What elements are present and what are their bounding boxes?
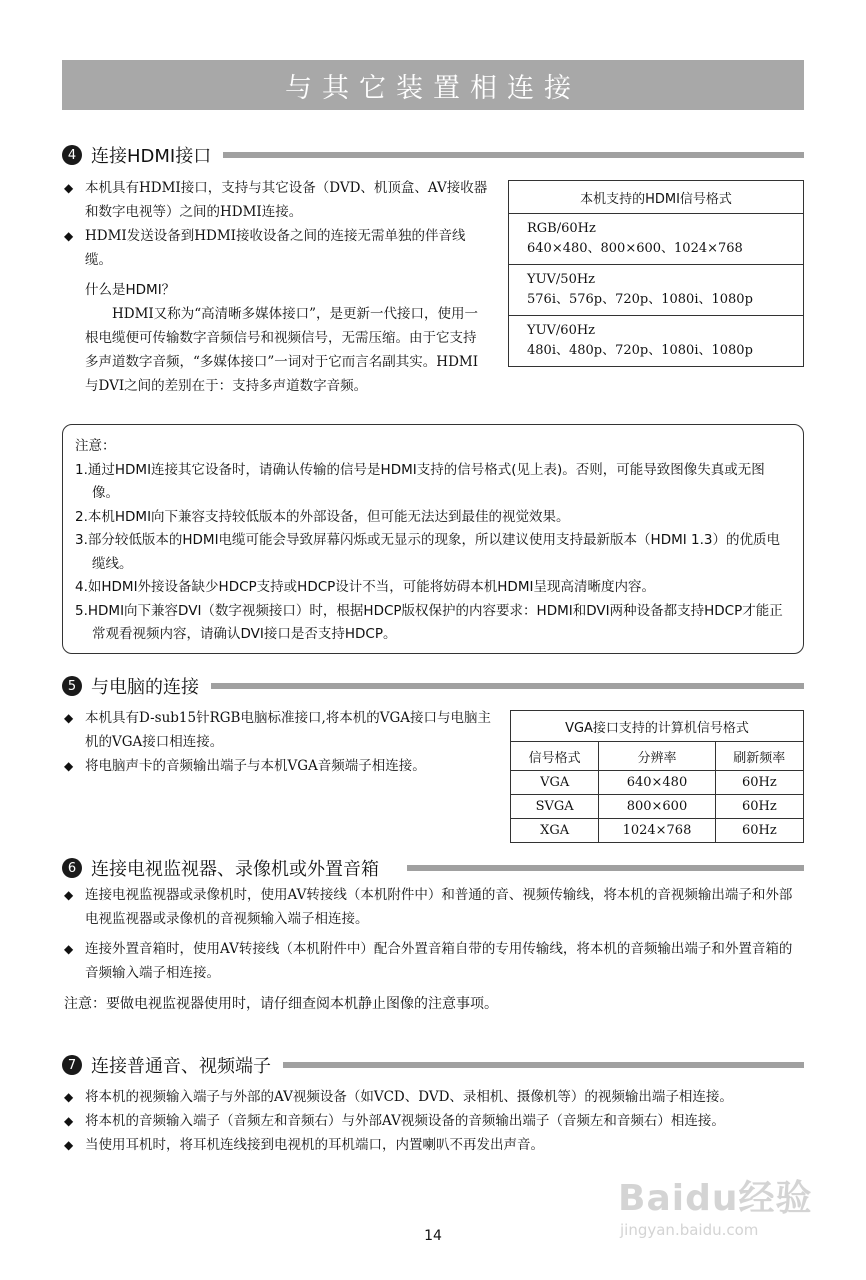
section-number: 4: [62, 145, 82, 165]
table-cell: 800×600: [599, 795, 715, 819]
section-rule: [407, 865, 804, 871]
section-hdmi-heading: [62, 142, 804, 168]
table-cell: 60Hz: [715, 795, 803, 819]
table-cell: 640×480: [599, 771, 715, 795]
table-row: [509, 214, 804, 265]
hdmi-format-table: [508, 180, 804, 367]
list-item: ◆ 本机具有HDMI接口，支持与其它设备（DVD、机顶盒、AV接收器和数字电视等）之间的HDMI连接。: [64, 176, 488, 224]
section-number: 7: [62, 1055, 82, 1075]
section-av-heading: [62, 1052, 804, 1078]
list-item: ◆ 当使用耳机时，将耳机连线接到电视机的耳机端口，内置喇叭不再发出声音。: [64, 1133, 804, 1157]
what-is-hdmi-title: 什么是HDMI？: [85, 282, 176, 298]
note-title: 注意：: [75, 438, 116, 454]
pc-text: [64, 706, 496, 778]
section-title: 与电脑的连接: [91, 677, 199, 698]
column-header: 信号格式: [511, 742, 599, 771]
watermark-logo: Baidu经验: [618, 1178, 813, 1219]
page-banner: 与其它装置相连接: [62, 60, 804, 110]
vga-format-table: [510, 710, 804, 843]
section-number: 6: [62, 858, 82, 878]
table-cell: 480i、480p、720p、1080i、1080p: [527, 343, 753, 358]
tv-text: [64, 883, 804, 985]
hdmi-note-box: [62, 424, 804, 654]
section-rule: [283, 1062, 804, 1068]
section-title: 连接HDMI接口: [91, 146, 212, 167]
section-pc-heading: [62, 673, 804, 699]
note-item: 4.如HDMI外接设备缺少HDCP支持或HDCP设计不当，可能将妨碍本机HDMI呈现高清晰度内容。: [75, 579, 655, 595]
table-cell: 60Hz: [715, 819, 803, 843]
note-item: 1.通过HDMI连接其它设备时，请确认传输的信号是HDMI支持的信号格式(见上表)。否则，可能导致图像失真或无图像。: [75, 461, 765, 501]
section-rule: [223, 152, 804, 158]
table-row: [509, 316, 804, 367]
table-cell: XGA: [511, 819, 599, 843]
table-cell: 60Hz: [715, 771, 803, 795]
table-row: [511, 771, 804, 795]
column-header: 刷新频率: [715, 742, 803, 771]
list-item: ◆ HDMI发送设备到HDMI接收设备之间的连接无需单独的伴音线缆。: [64, 224, 488, 272]
hdmi-text: [64, 176, 488, 398]
table-header-row: [511, 742, 804, 771]
list-item: ◆ 连接外置音箱时，使用AV转接线（本机附件中）配合外置音箱自带的专用传输线，将本机的音频输出端子和外置音箱的音频输入端子相连接。: [64, 937, 804, 985]
list-item: ◆ 将本机的音频输入端子（音频左和音频右）与外部AV视频设备的音频输出端子（音频左和音频右）相连接。: [64, 1109, 804, 1133]
table-cell: 640×480、800×600、1024×768: [527, 241, 743, 256]
table-cell: RGB/60Hz: [527, 221, 596, 236]
what-is-hdmi-text: HDMI又称为“高清晰多媒体接口”，是更新一代接口，使用一根电缆便可传输数字音频信号和视频信号，无需压缩。由于它支持多声道数字音频，“多媒体接口”一词对于它而言名副其实。HDMI与DVI之间的差别在于：支持多声道数字音频。: [85, 306, 479, 394]
table-row: [511, 795, 804, 819]
table-row: [509, 265, 804, 316]
list-item: ◆ 将电脑声卡的音频输出端子与本机VGA音频端子相连接。: [64, 754, 496, 778]
tv-monitor-note: 注意：要做电视监视器使用时，请仔细查阅本机静止图像的注意事项。: [64, 996, 498, 1012]
list-item: ◆ 将本机的视频输入端子与外部的AV视频设备（如VCD、DVD、录相机、摄像机等）的视频输出端子相连接。: [64, 1085, 804, 1109]
table-cell: YUV/60Hz: [527, 323, 596, 338]
table-cell: 576i、576p、720p、1080i、1080p: [527, 292, 753, 307]
watermark-url: jingyan.baidu.com: [620, 1221, 759, 1239]
section-tv-heading: [62, 855, 804, 881]
section-rule: [211, 683, 804, 689]
table-cell: YUV/50Hz: [527, 272, 596, 287]
section-title: 连接普通音、视频端子: [91, 1056, 271, 1077]
list-item: ◆ 连接电视监视器或录像机时，使用AV转接线（本机附件中）和普通的音、视频传输线，将本机的音视频输出端子和外部电视监视器或录像机的音视频输入端子相连接。: [64, 883, 804, 931]
section-number: 5: [62, 676, 82, 696]
page-number: 14: [424, 1228, 442, 1244]
table-row: [511, 819, 804, 843]
av-text: [64, 1085, 804, 1157]
table-header: 本机支持的HDMI信号格式: [509, 181, 804, 214]
table-cell: VGA: [511, 771, 599, 795]
note-item: 5.HDMI向下兼容DVI（数字视频接口）时，根据HDCP版权保护的内容要求：HDMI和DVI两种设备都支持HDCP才能正常观看视频内容，请确认DVI接口是否支持HDCP。: [75, 602, 783, 642]
column-header: 分辨率: [599, 742, 715, 771]
table-cell: SVGA: [511, 795, 599, 819]
section-title: 连接电视监视器、录像机或外置音箱: [91, 859, 379, 880]
note-item: 2.本机HDMI向下兼容支持较低版本的外部设备，但可能无法达到最佳的视觉效果。: [75, 508, 570, 525]
table-cell: 1024×768: [599, 819, 715, 843]
list-item: ◆ 本机具有D-sub15针RGB电脑标准接口,将本机的VGA接口与电脑主机的VGA接口相连接。: [64, 706, 496, 754]
table-header: VGA接口支持的计算机信号格式: [511, 711, 804, 742]
note-item: 3.部分较低版本的HDMI电缆可能会导致屏幕闪烁或无显示的现象，所以建议使用支持最新版本（HDMI 1.3）的优质电缆线。: [75, 532, 780, 572]
